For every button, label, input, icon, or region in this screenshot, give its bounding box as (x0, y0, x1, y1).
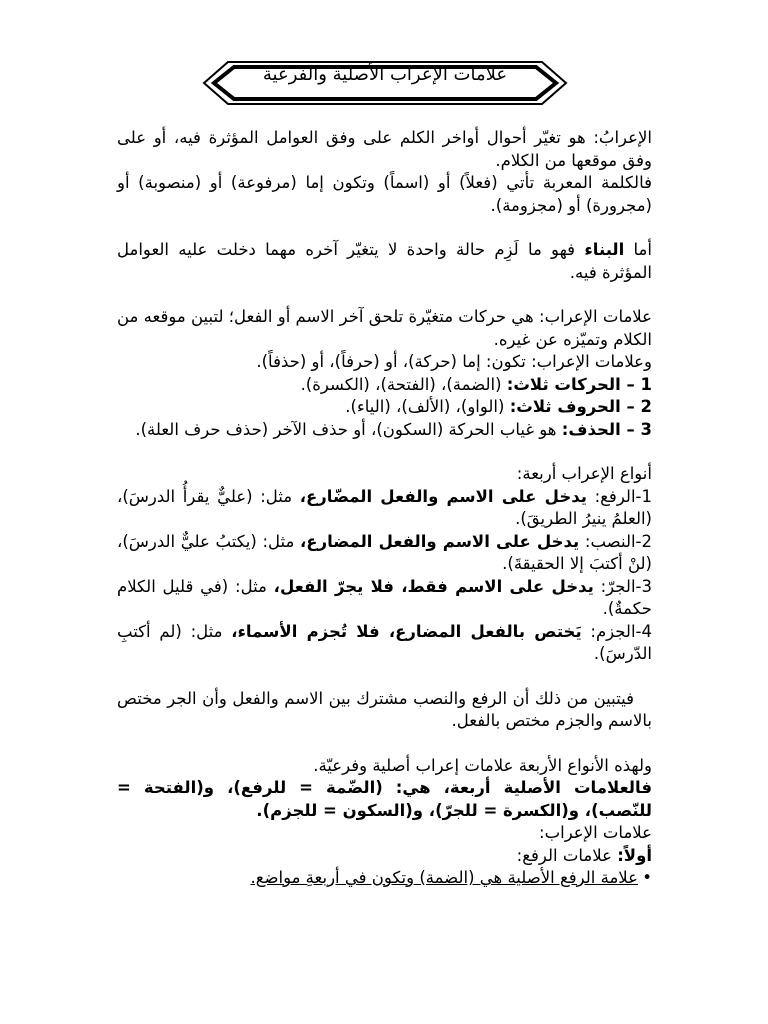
section-subheading: أولاً: علامات الرفع: (516, 845, 652, 865)
binaa-term: البناء (584, 240, 625, 259)
list-item: • علامة الرفع الأصلية هي (الضمة) وتكون في أربعةِ مواضع. (117, 867, 652, 890)
kind-item: 1-الرفع: يدخل على الاسم والفعل المضّارع، مثل: (عليٌّ يقرأُ الدرسَ)، (العلمُ ينيرُ الطريقَ). (117, 486, 652, 528)
marks-item: 2 – الحروف ثلاث: (الواو)، (الألف)، (الياء). (345, 397, 652, 416)
marks-item: 1 – الحركات ثلاث: (الضمة)، (الفتحة)، (الكسرة). (300, 374, 652, 394)
marks-types: وعلامات الإعراب: تكون: إما (حركة)، أو (حرفاً)، أو (حذفاً). (256, 352, 652, 371)
summary-paragraph: فيتبين من ذلك أن الرفع والنصب مشترك بين الاسم والفعل وأن الجر مختص بالاسم والجزم مختص بالفعل. (117, 688, 652, 730)
page-title: علامات الإعراب الأصلية والفرعية (262, 64, 508, 85)
definition-line: الإعرابُ: هو تغيّر أحوال أواخر الكلم على وفق العوامل المؤثرة فيه، أو على وفق موقعها من الكلام. (117, 128, 652, 170)
marks-item: 3 – الحذف: هو غياب الحركة (السكون)، أو حذف الآخر (حذف حرف العلة). (135, 419, 652, 439)
origin-intro: ولهذه الأنواع الأربعة علامات إعراب أصلية وفرعيّة. (313, 755, 652, 775)
definition-line: فالكلمة المعربة تأتي (فعلاً) أو (اسماً) وتكون إما (مرفوعة) أو (منصوبة) أو (مجرورة) أو (مجزومة). (117, 173, 652, 215)
body-text (117, 127, 652, 890)
origin-marks: فالعلامات الأصلية أربعة، هي: (الضّمة = للرفع)، و(الفتحة = للنّصب)، و(الكسرة = للجرّ)، و(السكون = للجزم). (117, 778, 652, 820)
binaa-paragraph: أما البناء فهو ما لَزِم حالة واحدة لا يتغيّر آخره مهما دخلت عليه العوامل المؤثرة فيه. (117, 240, 652, 282)
bullet-list (117, 867, 652, 890)
kinds-intro: أنواع الإعراب أربعة: (516, 464, 652, 483)
section-heading: علامات الإعراب: (539, 823, 652, 842)
kind-item: 2-النصب: يدخل على الاسم والفعل المضارع، مثل: (يكتبُ عليٌّ الدرسَ)، (لنْ أكتبَ إلا الحقيقةَ). (117, 531, 653, 573)
kind-item: 3-الجرّ: يدخل على الاسم فقط، فلا يجرّ الفعل، مثل: (في قليل الكلام حكمةٌ). (117, 576, 652, 618)
marks-intro: علامات الإعراب: هي حركات متغيّرة تلحق آخر الاسم أو الفعل؛ لتبين موقعه من الكلام وتميّزه عن غيره. (117, 307, 652, 349)
kind-item: 4-الجزم: يَختص بالفعل المضارع، فلا تُجزم الأسماء، مثل: (لم أكتبِ الدّرسَ). (117, 621, 652, 663)
title-banner (200, 58, 570, 108)
